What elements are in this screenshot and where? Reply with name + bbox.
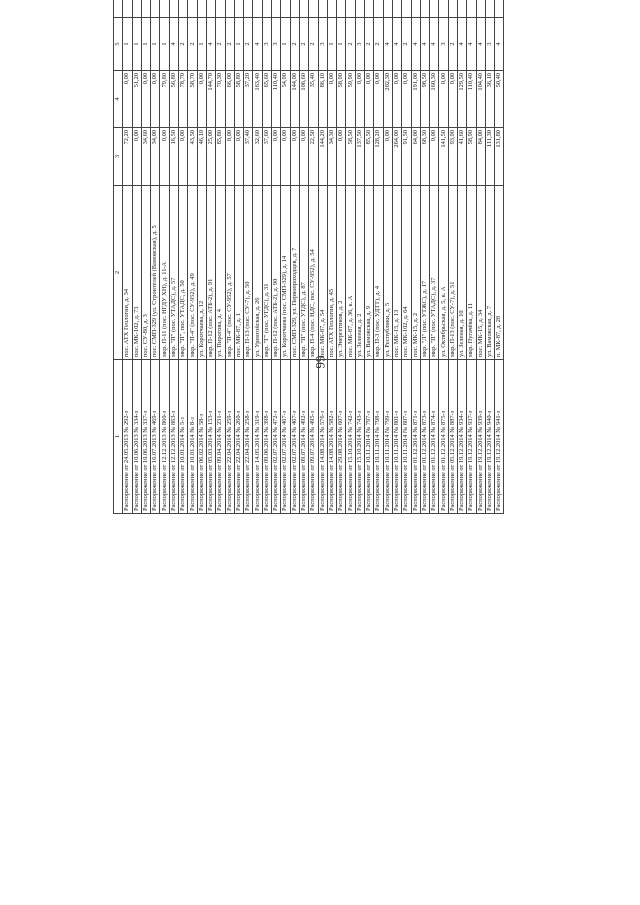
order-cell: Распоряжение от 19.12.2014 № 934-з <box>457 360 466 514</box>
area-cell-a: 0,00 <box>234 128 243 186</box>
count-cell-b <box>197 0 206 18</box>
area-cell-a: 34,00 <box>151 128 160 186</box>
order-cell: Распоряжение от 10.06.2013 № 337-з <box>141 360 150 514</box>
count-cell-b <box>355 0 364 18</box>
address-cell: ул. Коротчаева (пос. СМП-329), д. 14 <box>281 186 290 360</box>
table-row <box>132 0 141 514</box>
count-cell-b <box>457 0 466 18</box>
order-cell: Распоряжение от 02.07.2014 № 467-з <box>281 360 290 514</box>
area-cell-b: 0,00 <box>197 71 206 128</box>
area-cell-a: 128,20 <box>374 128 383 186</box>
count-cell-a: 3 <box>318 18 327 71</box>
address-cell: пос. АТХ Геологии, д. 34 <box>123 186 132 360</box>
count-cell-b <box>179 0 188 18</box>
area-cell-b: 106,60 <box>299 71 308 128</box>
order-cell: Распоряжение от 22.04.2014 № 260-з <box>234 360 243 514</box>
area-cell-b: 0,00 <box>141 71 150 128</box>
table-row <box>309 0 318 514</box>
area-cell-a: 64,00 <box>411 128 420 186</box>
address-cell: пос. МК-87, д. 36, к. А <box>346 186 355 360</box>
table-row <box>355 0 364 514</box>
address-cell: мкр. "П" (пос. УТДС), д. 87 <box>299 186 308 360</box>
order-cell: Распоряжение от 16.07.2013 № 469-з <box>151 360 160 514</box>
area-cell-a: 85,80 <box>216 128 225 186</box>
address-cell: мкр. "Г" (пос. УГДС), д. 31 <box>262 186 271 360</box>
area-cell-b: 70,30 <box>216 71 225 128</box>
table-row <box>439 0 448 514</box>
area-cell-b: 144,00 <box>290 71 299 128</box>
table-row <box>485 0 494 514</box>
area-cell-a: 0,00 <box>383 128 392 186</box>
count-cell-b <box>365 0 374 18</box>
count-cell-a: 1 <box>160 18 169 71</box>
count-cell-a: 4 <box>457 18 466 71</box>
count-cell-b <box>485 0 494 18</box>
area-cell-b: 129,50 <box>457 71 466 128</box>
page-number: 66 <box>313 355 328 369</box>
table-row <box>430 0 439 514</box>
address-cell: ул. Октябрьская, д. 5, к. А <box>439 186 448 360</box>
count-cell-a: 2 <box>179 18 188 71</box>
order-cell: Распоряжение от 09.07.2014 № 495-з <box>309 360 318 514</box>
address-cell: ул. Республики, д. 5 <box>383 186 392 360</box>
table-row <box>392 0 401 514</box>
address-cell: мкр. П-11 (пос. НГДУ ХН), д. 11-А <box>160 186 169 360</box>
table-row <box>234 0 243 514</box>
count-cell-a: 1 <box>151 18 160 71</box>
area-cell-a: 16,50 <box>169 128 178 186</box>
order-cell: Распоряжение от 22.04.2014 № 258-з <box>244 360 253 514</box>
area-cell-a: 37,60 <box>262 128 271 186</box>
order-cell: Распоряжение от 09.07.2014 № 492-з <box>299 360 308 514</box>
table-row <box>337 0 346 514</box>
count-cell-b <box>374 0 383 18</box>
order-cell: Распоряжение от 05.03.2014 № 153-з <box>206 360 215 514</box>
table-row <box>318 0 327 514</box>
area-cell-b: 0,00 <box>392 71 401 128</box>
count-cell-a: 3 <box>485 18 494 71</box>
order-cell: Распоряжение от 01.12.2014 № 874-з <box>430 360 439 514</box>
area-cell-a: 91,50 <box>402 128 411 186</box>
address-cell: ул. Зеленая, д. 2 <box>355 186 364 360</box>
order-cell: Распоряжение от 10.11.2014 № 799-з <box>383 360 392 514</box>
order-cell: Распоряжение от 19.12.2014 № 940-з <box>485 360 494 514</box>
table-row <box>448 0 457 514</box>
count-cell-b <box>262 0 271 18</box>
count-cell-b <box>272 0 281 18</box>
area-cell-a: 58,90 <box>467 128 476 186</box>
area-cell-b: 160,30 <box>430 71 439 128</box>
address-cell: ул. Вамовская, д. 7 <box>485 186 494 360</box>
area-cell-a: 0,00 <box>272 128 281 186</box>
col-header-2: 2 <box>114 186 123 360</box>
count-cell-b <box>216 0 225 18</box>
count-cell-a: 2 <box>346 18 355 71</box>
order-cell: Распоряжение от 22.04.2014 № 259-з <box>225 360 234 514</box>
count-cell-a: 4 <box>253 18 262 71</box>
count-cell-b <box>495 0 504 18</box>
area-cell-b: 58,70 <box>188 71 197 128</box>
count-cell-b <box>225 0 234 18</box>
area-cell-b: 78,70 <box>179 71 188 128</box>
area-cell-b: 51,20 <box>132 71 141 128</box>
area-cell-b: 0,00 <box>151 71 160 128</box>
area-cell-b: 59,90 <box>346 71 355 128</box>
order-cell: Распоряжение от 24.05.2013 № 292-з <box>123 360 132 514</box>
table-row <box>272 0 281 514</box>
count-cell-a: 1 <box>123 18 132 71</box>
count-cell-a: 2 <box>365 18 374 71</box>
address-cell: пос. МК-102, д. 64 <box>402 186 411 360</box>
count-cell-b <box>299 0 308 18</box>
order-cell: Распоряжение от 15.10.2014 № 742-з <box>346 360 355 514</box>
table-row <box>151 0 160 514</box>
table-row <box>169 0 178 514</box>
count-cell-a: 3 <box>272 18 281 71</box>
table-row <box>141 0 150 514</box>
table-row <box>281 0 290 514</box>
area-cell-a: 93,90 <box>448 128 457 186</box>
count-cell-a: 4 <box>467 18 476 71</box>
area-cell-a: 0,00 <box>290 128 299 186</box>
count-cell-a: 2 <box>290 18 299 71</box>
table-row <box>206 0 215 514</box>
area-cell-a: 0,00 <box>225 128 234 186</box>
count-cell-b <box>123 0 132 18</box>
order-cell: Распоряжение от 05.12.2014 № 887-з <box>448 360 457 514</box>
area-cell-a: 264,00 <box>392 128 401 186</box>
records-table <box>113 0 504 514</box>
order-cell: Распоряжение от 02.07.2014 № 467-з <box>290 360 299 514</box>
table-row <box>374 0 383 514</box>
table-row <box>179 0 188 514</box>
order-cell: Распоряжение от 19.12.2014 № 941-з <box>495 360 504 514</box>
count-cell-b <box>476 0 485 18</box>
address-cell: пос. АТХ Геологии, д. 45 <box>327 186 336 360</box>
address-cell: мкр. "Л" (пос. УТЖС), д. 17 <box>420 186 429 360</box>
area-cell-b: 163,40 <box>253 71 262 128</box>
area-cell-a: 41,60 <box>457 128 466 186</box>
area-cell-a: 34,30 <box>327 128 336 186</box>
count-cell-a: 2 <box>225 18 234 71</box>
col-header-6 <box>114 0 123 18</box>
order-cell: Распоряжение от 01.12.2014 № 875-з <box>439 360 448 514</box>
count-cell-a: 3 <box>439 18 448 71</box>
count-cell-a: 2 <box>216 18 225 71</box>
table-row <box>467 0 476 514</box>
area-cell-a: 0,00 <box>430 128 439 186</box>
area-cell-a: 137,50 <box>355 128 364 186</box>
area-cell-a: 25,00 <box>206 128 215 186</box>
area-cell-a: 0,00 <box>281 128 290 186</box>
area-cell-b: 0,00 <box>374 71 383 128</box>
area-cell-b: 110,40 <box>272 71 281 128</box>
address-cell: ул. Зеленая, д. 10 <box>457 186 466 360</box>
count-cell-b <box>244 0 253 18</box>
area-cell-a: 111,30 <box>485 128 494 186</box>
count-cell-a: 4 <box>430 18 439 71</box>
area-cell-b: 50,40 <box>495 71 504 128</box>
address-cell: п. МК-87, д. 28 <box>495 186 504 360</box>
count-cell-a: 2 <box>244 18 253 71</box>
area-cell-a: 85,50 <box>365 128 374 186</box>
address-cell: мкр. "П-4" (пос. СУ-952), д. 57 <box>225 186 234 360</box>
order-cell: Распоряжение от 01.12.2014 № 873-з <box>420 360 429 514</box>
table-row <box>383 0 392 514</box>
address-cell: мкр. "П" (пос. УТАДС), д. 57 <box>169 186 178 360</box>
area-cell-b: 98,50 <box>420 71 429 128</box>
address-cell: ул. Уренгойская, д. 26 <box>253 186 262 360</box>
area-cell-b: 0,00 <box>365 71 374 128</box>
area-cell-b: 58,80 <box>234 71 243 128</box>
count-cell-b <box>160 0 169 18</box>
area-cell-b: 37,20 <box>244 71 253 128</box>
area-cell-b: 0,00 <box>355 71 364 128</box>
table-row <box>299 0 308 514</box>
area-cell-b: 35,40 <box>309 71 318 128</box>
address-cell: ул. Вамовская, д. 9 <box>365 186 374 360</box>
address-cell: мкр. П-12 (пос. АТБ-2), д. 90 <box>272 186 281 360</box>
order-cell: Распоряжение от 10.01.2014 № 8-з <box>188 360 197 514</box>
area-cell-a: 72,20 <box>123 128 132 186</box>
col-header-5: 5 <box>114 18 123 71</box>
area-cell-a: 84,00 <box>476 128 485 186</box>
table-row <box>476 0 485 514</box>
address-cell: ул. Энергетиков, д. 2 <box>337 186 346 360</box>
address-cell: пос. МК-87, д. 54 <box>318 186 327 360</box>
table-row <box>244 0 253 514</box>
table-row <box>188 0 197 514</box>
count-cell-a: 1 <box>197 18 206 71</box>
area-cell-a: 131,80 <box>495 128 504 186</box>
count-cell-b <box>327 0 336 18</box>
table-row <box>216 0 225 514</box>
order-cell: Распоряжение от 02.07.2014 № 472-з <box>272 360 281 514</box>
table-row <box>411 0 420 514</box>
order-cell: Распоряжение от 10.11.2014 № 798-з <box>374 360 383 514</box>
address-cell: пос. СУ-80, д. 3 <box>141 186 150 360</box>
order-cell: Распоряжение от 29.08.2014 № 607-з <box>337 360 346 514</box>
order-cell: Распоряжение от 12.12.2013 № 860-з <box>160 360 169 514</box>
order-cell: Распоряжение от 19.12.2014 № 939-з <box>476 360 485 514</box>
count-cell-a: 1 <box>234 18 243 71</box>
table-row <box>225 0 234 514</box>
count-cell-b <box>290 0 299 18</box>
count-cell-b <box>234 0 243 18</box>
count-cell-a: 1 <box>337 18 346 71</box>
table-row <box>402 0 411 514</box>
count-cell-b <box>169 0 178 18</box>
area-cell-b: 110,40 <box>467 71 476 128</box>
address-cell: пос. МК-15, д. 2 <box>411 186 420 360</box>
address-cell: мкр. П-3 (пос. УДТТ), д. 4 <box>374 186 383 360</box>
address-cell: пос. МК-15, д. 34 <box>476 186 485 360</box>
address-cell: мкр. П-13 (пос. СУ-7), д. 51 <box>448 186 457 360</box>
count-cell-b <box>318 0 327 18</box>
area-cell-a: 32,60 <box>253 128 262 186</box>
count-cell-a: 4 <box>169 18 178 71</box>
address-cell: мкр. П-4 (пос. НДС, пос. СУ-952), д. 54 <box>309 186 318 360</box>
count-cell-b <box>188 0 197 18</box>
table-row <box>123 0 132 514</box>
count-cell-b <box>281 0 290 18</box>
area-cell-a: 0,00 <box>179 128 188 186</box>
area-cell-a: 46,10 <box>197 128 206 186</box>
address-cell: мкр. "П-4" (пос. СУ-952), д. 49 <box>188 186 197 360</box>
address-cell: ул. Пирогова, д. 4 <box>216 186 225 360</box>
count-cell-b <box>141 0 150 18</box>
table-row <box>253 0 262 514</box>
address-cell: ул. Коротчаева, д. 12 <box>197 186 206 360</box>
area-cell-b: 56,80 <box>169 71 178 128</box>
address-cell: пос. СМП-329 (ул. Строителей (Вамовская), д. 5 <box>151 186 160 360</box>
address-cell: мкр. "П" (пос. УТАДС), д. 37 <box>430 186 439 360</box>
count-cell-b <box>337 0 346 18</box>
area-cell-b: 86,10 <box>318 71 327 128</box>
area-cell-a: 34,60 <box>141 128 150 186</box>
count-cell-a: 4 <box>495 18 504 71</box>
order-cell: Распоряжение от 10.11.2014 № 797-з <box>365 360 374 514</box>
table-row <box>346 0 355 514</box>
area-cell-b: 58,90 <box>337 71 346 128</box>
address-cell: пос. МК-87, д. 1 <box>234 186 243 360</box>
order-cell: Распоряжение от 14.08.2014 № 582-з <box>327 360 336 514</box>
area-cell-b: 54,90 <box>281 71 290 128</box>
count-cell-a: 2 <box>448 18 457 71</box>
rotated-table-region <box>113 42 530 805</box>
area-cell-b: 0,00 <box>439 71 448 128</box>
area-cell-b: 79,80 <box>160 71 169 128</box>
count-cell-b <box>132 0 141 18</box>
order-cell: Распоряжение от 14.08.2014 № 576-з <box>318 360 327 514</box>
col-header-1: 1 <box>114 360 123 514</box>
area-cell-a: 0,00 <box>160 128 169 186</box>
address-cell: мкр. Пугачёва, д. 11 <box>467 186 476 360</box>
area-cell-a: 0,00 <box>337 128 346 186</box>
count-cell-a: 4 <box>411 18 420 71</box>
count-cell-a: 4 <box>383 18 392 71</box>
area-cell-b: 0,00 <box>402 71 411 128</box>
order-cell: Распоряжение от 09.06.2014 № 398-з <box>262 360 271 514</box>
order-cell: Распоряжение от 10.11.2014 № 801-з <box>392 360 401 514</box>
count-cell-b <box>420 0 429 18</box>
count-cell-b <box>151 0 160 18</box>
address-cell: пос. СМП-329, ул. Первопроходцев, д. 7 <box>290 186 299 360</box>
count-cell-b <box>402 0 411 18</box>
count-cell-b <box>253 0 262 18</box>
area-cell-a: 144,20 <box>318 128 327 186</box>
area-cell-b: 0,00 <box>123 71 132 128</box>
area-cell-a: 58,50 <box>346 128 355 186</box>
count-cell-a: 4 <box>206 18 215 71</box>
area-cell-b: 36,10 <box>485 71 494 128</box>
count-cell-a: 1 <box>281 18 290 71</box>
area-cell-b: 202,30 <box>383 71 392 128</box>
area-cell-a: 141,50 <box>439 128 448 186</box>
table-row <box>197 0 206 514</box>
count-cell-a: 3 <box>262 18 271 71</box>
count-cell-a: 1 <box>141 18 150 71</box>
table-row <box>457 0 466 514</box>
count-cell-a: 2 <box>188 18 197 71</box>
count-cell-b <box>383 0 392 18</box>
order-cell: Распоряжение от 14.05.2014 № 319-з <box>253 360 262 514</box>
area-cell-a: 68,30 <box>420 128 429 186</box>
area-cell-b: 66,00 <box>225 71 234 128</box>
order-cell: Распоряжение от 15.10.2014 № 743-з <box>355 360 364 514</box>
address-cell: мкр. "П", пос. УТАДС, д. 50 <box>179 186 188 360</box>
area-cell-a: 0,00 <box>132 128 141 186</box>
area-cell-b: 144,70 <box>206 71 215 128</box>
col-header-3: 3 <box>114 128 123 186</box>
count-cell-b <box>467 0 476 18</box>
table-row <box>290 0 299 514</box>
count-cell-b <box>430 0 439 18</box>
order-cell: Распоряжение от 01.12.2014 № 871-з <box>411 360 420 514</box>
table-row <box>420 0 429 514</box>
count-cell-b <box>309 0 318 18</box>
count-cell-a: 3 <box>355 18 364 71</box>
order-cell: Распоряжение от 12.12.2013 № 863-з <box>169 360 178 514</box>
table-row <box>160 0 169 514</box>
order-cell: Распоряжение от 10.06.2013 № 334-з <box>132 360 141 514</box>
area-cell-b: 65,60 <box>262 71 271 128</box>
order-cell: Распоряжение от 10.11.2014 № 807-з <box>402 360 411 514</box>
area-cell-b: 191,00 <box>411 71 420 128</box>
count-cell-b <box>411 0 420 18</box>
count-cell-a: 4 <box>476 18 485 71</box>
area-cell-b: 0,00 <box>327 71 336 128</box>
area-cell-a: 22,50 <box>309 128 318 186</box>
count-cell-b <box>206 0 215 18</box>
area-cell-b: 104,40 <box>476 71 485 128</box>
count-cell-a: 2 <box>374 18 383 71</box>
address-cell: пос. МК-15, д. 13 <box>392 186 401 360</box>
table-row <box>365 0 374 514</box>
table-container <box>113 0 530 514</box>
count-cell-a: 1 <box>132 18 141 71</box>
area-cell-a: 0,00 <box>299 128 308 186</box>
area-cell-b: 0,00 <box>448 71 457 128</box>
count-cell-a: 2 <box>402 18 411 71</box>
count-cell-b <box>392 0 401 18</box>
count-cell-a: 1 <box>327 18 336 71</box>
order-cell: Распоряжение от 06.02.2014 № 58-з <box>197 360 206 514</box>
table-body <box>123 0 504 514</box>
order-cell: Распоряжение от 10.01.2014 № 5-з <box>179 360 188 514</box>
count-cell-a: 2 <box>309 18 318 71</box>
table-row <box>327 0 336 514</box>
count-cell-b <box>346 0 355 18</box>
area-cell-a: 43,50 <box>188 128 197 186</box>
address-cell: мкр. П-12 (пос. АТБ-2), д. 91 <box>206 186 215 360</box>
order-cell: Распоряжение от 19.12.2014 № 937-з <box>467 360 476 514</box>
order-cell: Распоряжение от 09.04.2014 № 231-з <box>216 360 225 514</box>
count-cell-a: 4 <box>420 18 429 71</box>
address-cell: пос. МК-102, д. 73 <box>132 186 141 360</box>
address-cell: мкр. П-13 (пос. СУ-7), д. 50 <box>244 186 253 360</box>
header-row <box>114 0 123 514</box>
area-cell-a: 37,40 <box>244 128 253 186</box>
count-cell-a: 4 <box>392 18 401 71</box>
table-row <box>495 0 504 514</box>
count-cell-a: 2 <box>299 18 308 71</box>
table-row <box>262 0 271 514</box>
count-cell-b <box>448 0 457 18</box>
count-cell-b <box>439 0 448 18</box>
col-header-4: 4 <box>114 71 123 128</box>
